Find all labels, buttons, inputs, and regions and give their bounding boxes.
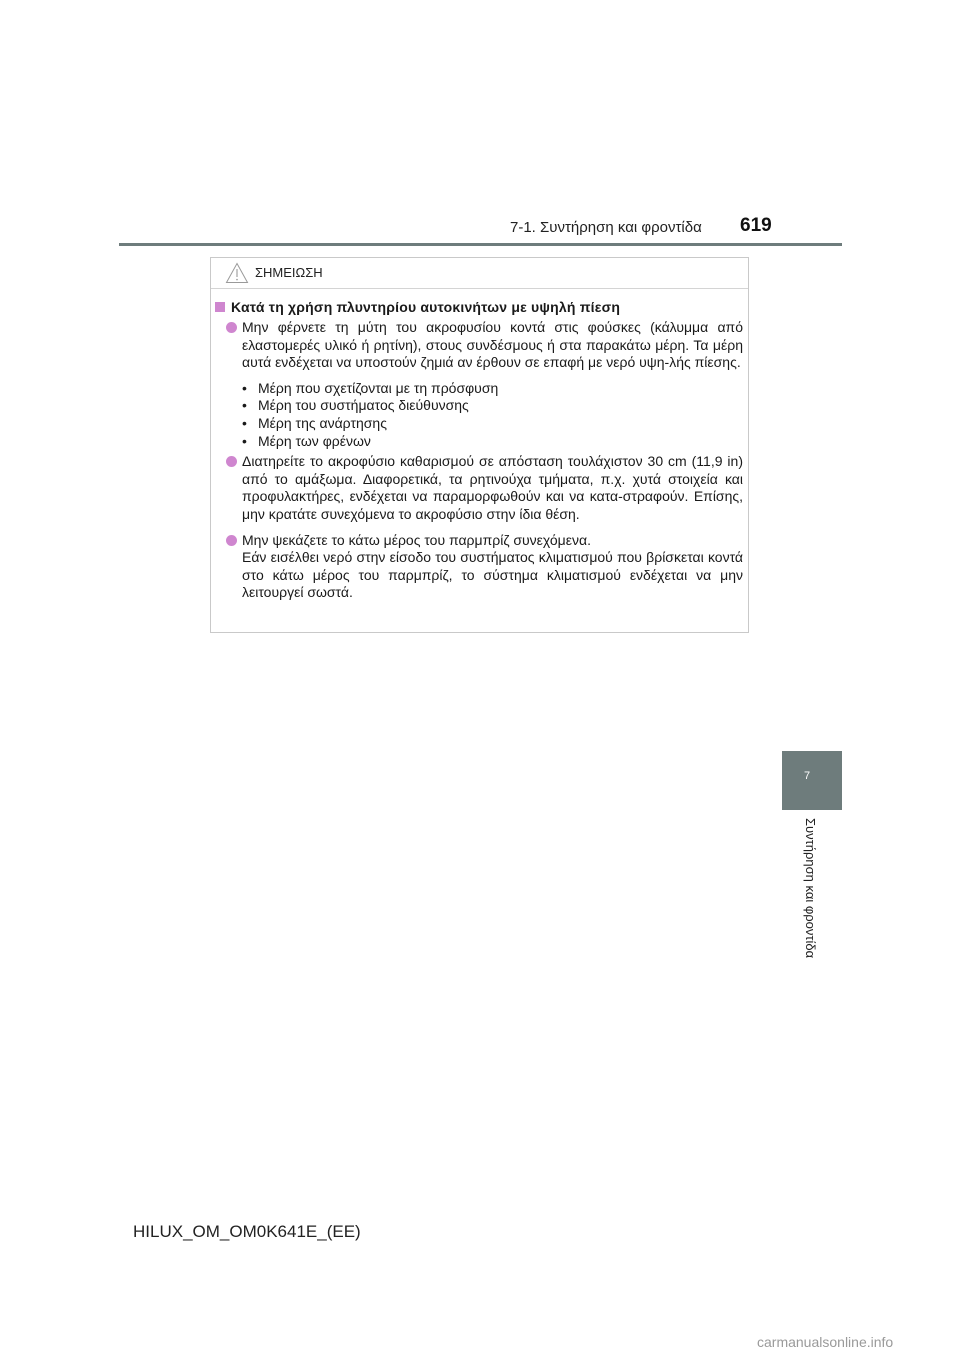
notice-box: [210, 257, 749, 633]
sub-list-item: • Μέρη του συστήματος διεύθυνσης: [242, 397, 743, 415]
bullet-text: Μην ψεκάζετε το κάτω μέρος του παρμπρίζ συνεχόμενα.: [242, 531, 591, 548]
circle-bullet-icon: [226, 322, 237, 333]
circle-bullet-icon: [226, 456, 237, 467]
bullet-item: [242, 532, 743, 602]
section-heading-text: Κατά τη χρήση πλυντηρίου αυτοκινήτων με υψηλή πίεση: [231, 299, 621, 315]
section-title: 7-1. Συντήρηση και φροντίδα: [510, 219, 702, 236]
bullet-text: Μην φέρνετε τη μύτη του ακροφυσίου κοντά στις φούσκες (κάλυμμα από ελαστομερές υλικό ή ρητίνη), στους συνδέσμους ή στα παρακάτω μέρη. Τα μέρη αυτά ενδέχεται να υποστούν ζημιά αν έρθουν σε επαφή με νερό υψη-λής πίεσης.: [242, 319, 743, 371]
circle-bullet-icon: [226, 535, 237, 546]
warning-triangle-icon: [225, 262, 249, 284]
bullet-text: Διατηρείτε το ακροφύσιο καθαρισμού σε απόσταση τουλάχιστον 30 cm (11,9 in) από το αμάξωμα. Διαφορετικά, τα ρητινούχα τμήματα, π.χ. χυτά στοιχεία και προφυλακτήρες, ενδέχεται να παραμορφωθούν και να κατα-στραφούν. Επίσης, μην κρατάτε συνεχόμενα το ακροφύσιο στην ίδια θέση.: [242, 453, 743, 522]
chapter-tab: [782, 751, 842, 810]
document-code: HILUX_OM_OM0K641E_(EE): [133, 1222, 361, 1241]
watermark: carmanualsonline.info: [757, 1334, 894, 1350]
chapter-number: 7: [804, 770, 811, 782]
chapter-side-label: Συντήρηση και φροντίδα: [803, 818, 818, 959]
bullet-item: [242, 453, 743, 523]
notice-title: ΣΗΜΕΙΩΣΗ: [255, 265, 323, 280]
page-number: 619: [740, 215, 772, 236]
notice-body: [211, 298, 750, 602]
sub-list-item: • Μέρη της ανάρτησης: [242, 415, 743, 433]
sub-list-item: • Μέρη των φρένων: [242, 433, 743, 451]
bullet-text-continued: Εάν εισέλθει νερό στην είσοδο του συστήματος κλιματισμού που βρίσκεται κοντά στο κάτω μέρος του παρμπρίζ, το σύστημα κλιματισμού ενδέχεται να μην λειτουργεί σωστά.: [242, 549, 743, 601]
sub-list-item: • Μέρη που σχετίζονται με τη πρόσφυση: [242, 380, 743, 398]
notice-header: [211, 258, 748, 289]
header-divider: [119, 243, 842, 246]
square-bullet-icon: [215, 302, 225, 312]
bullet-item: [242, 319, 743, 450]
sub-list: [242, 380, 743, 450]
section-heading: [211, 298, 750, 316]
